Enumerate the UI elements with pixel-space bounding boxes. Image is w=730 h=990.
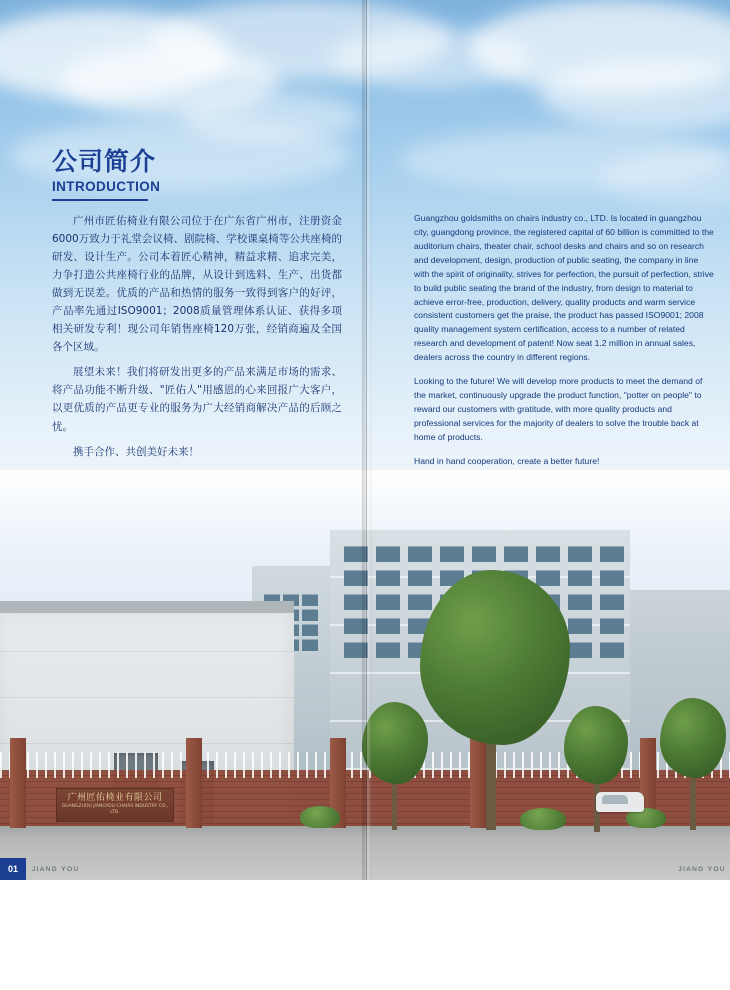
- page-number: 01: [0, 858, 26, 880]
- page-gutter: [362, 0, 372, 880]
- page-bottom-margin: [0, 880, 730, 990]
- window: [568, 570, 592, 586]
- fence-pillar: [10, 738, 26, 828]
- window: [408, 594, 432, 610]
- window: [536, 570, 560, 586]
- company-signboard: [56, 788, 174, 822]
- chinese-paragraph: 携手合作、共创美好未来！: [73, 445, 199, 458]
- shrub: [300, 806, 340, 828]
- window: [568, 594, 592, 610]
- window: [568, 546, 592, 562]
- window: [600, 618, 624, 634]
- tree: [564, 706, 628, 784]
- fence-pillar: [186, 738, 202, 828]
- footer-brand-left: JIANG YOU: [32, 865, 80, 873]
- tree: [660, 698, 726, 778]
- page-title-english: INTRODUCTION: [52, 178, 161, 194]
- tree: [420, 570, 570, 745]
- footer-left: [0, 858, 366, 880]
- chinese-paragraph: 广州市匠佑椅业有限公司位于在广东省广州市，注册资金6000万致力于礼堂会议椅、剧院椅、学校课桌椅等公共座椅的研发、设计生产。公司本着匠心精神，精益求精、追求完美，力争打造公共座椅行业的品牌，从设计到选料、生产、出货都做到无误差。优质的产品和热情的服务一致得到客户的好评，产品率先通过ISO9001；2008质量管理体系认证、获得多项相关研发专利！现公司年销售座椅120万张，经销商遍及全国各个区域。: [52, 215, 342, 354]
- window: [376, 618, 400, 634]
- window: [472, 546, 496, 562]
- window: [376, 642, 400, 658]
- roof-line: [0, 601, 294, 613]
- window: [504, 546, 528, 562]
- english-body-column: [414, 212, 714, 479]
- signboard-chinese: 广州匠佑椅业有限公司: [67, 793, 163, 803]
- window: [600, 546, 624, 562]
- page-fold-line: [366, 0, 367, 880]
- english-paragraph: Guangzhou goldsmiths on chairs industry co., LTD. Is located in guangzhou city, guangdong province, the registered capital of 60 billion is committed to the auditorium chairs, theater chair, school desks and chairs and so on research and development, design, production of public seating, the company in line with the spirit of originality, strives for perfection, the pursuit of perfection, strive to build public seating the brand of the industry, from design to material to achieve error-free, production, delivery, quality products and warm service consistent customers get the praise, the product has passed ISO9001; 2008 quality management system certification, access to a number of related research and development of patent! Now seat 1.2 million in annual sales, dealers across the country in different regions.: [414, 213, 714, 363]
- window: [600, 570, 624, 586]
- english-paragraph: Hand in hand cooperation, create a better future!: [414, 455, 600, 466]
- window: [302, 624, 318, 636]
- car-cabin: [602, 795, 628, 804]
- window: [376, 570, 400, 586]
- english-paragraph: Looking to the future! We will develop more products to meet the demand of the market, continuously upgrade the product function, "potter on people" to reward our customers with gratitude, with more quality products and professional services for the majority of dealers to solve the trouble back at home of products.: [414, 376, 703, 442]
- page-title: [52, 148, 160, 201]
- page-title-chinese: 公司简介: [52, 147, 157, 176]
- shrub: [520, 808, 566, 830]
- window: [568, 642, 592, 658]
- signboard-english: GUANGZHOU JIANGYOU CHAIRS INDUSTRY CO., LTD.: [61, 804, 169, 815]
- window: [302, 609, 318, 621]
- chinese-body-column: [52, 212, 342, 468]
- window: [302, 639, 318, 651]
- window: [600, 642, 624, 658]
- window: [440, 546, 464, 562]
- fence-pillar: [470, 738, 486, 828]
- footer-brand-right: JIANG YOU: [678, 865, 726, 873]
- title-underline: [52, 199, 148, 201]
- window: [536, 546, 560, 562]
- window: [408, 546, 432, 562]
- window: [600, 594, 624, 610]
- window: [302, 594, 318, 606]
- window: [568, 618, 592, 634]
- window: [376, 594, 400, 610]
- cloud-shape: [180, 92, 360, 142]
- chinese-paragraph: 展望未来！我们将研发出更多的产品来满足市场的需求、将产品功能不断升级、"匠佑人"用感恩的心来回报广大客户，以更优质的产品更专业的服务为广大经销商解决产品的后顾之忧。: [52, 366, 342, 433]
- wall-seam: [0, 651, 294, 652]
- window: [376, 546, 400, 562]
- wall-seam: [0, 743, 294, 744]
- window: [408, 570, 432, 586]
- wall-seam: [0, 697, 294, 698]
- parked-car: [596, 792, 644, 812]
